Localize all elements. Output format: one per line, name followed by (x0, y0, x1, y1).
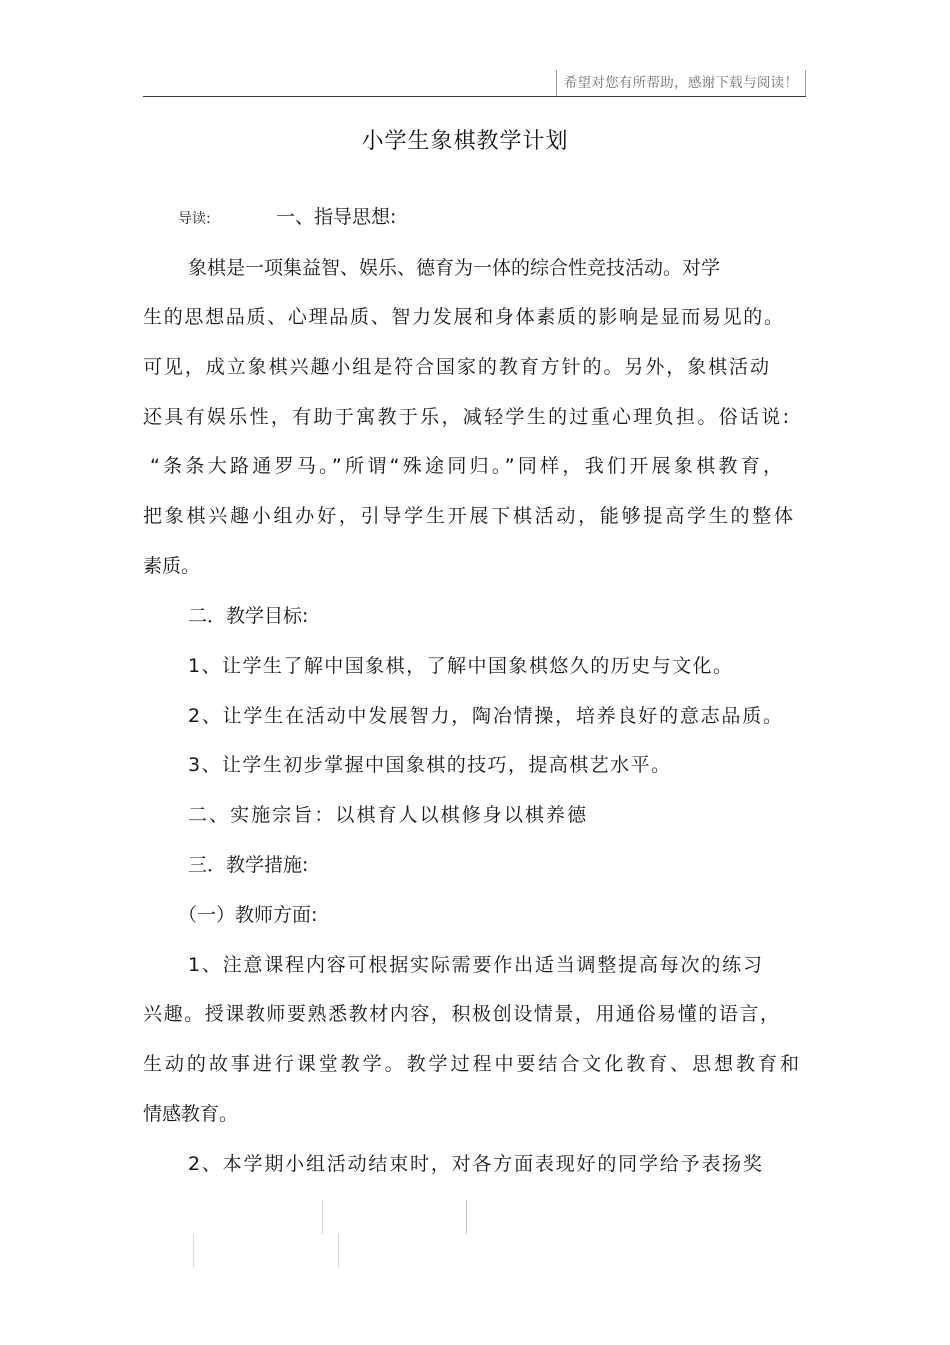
para1-line-2: 生的思想品质、心理品质、智力发展和身体素质的影响是显而易见的。 (143, 306, 783, 328)
para1-line-5: “条条大路通罗马。”所谓“殊途同归。”同样，我们开展象棋教育， (150, 455, 782, 477)
para1-line-7: 素质。 (143, 555, 201, 577)
page-title: 小学生象棋教学计划 (361, 129, 569, 154)
table-rule (322, 1200, 323, 1234)
section4-heading: 三．教学措施: (188, 854, 309, 876)
table-rule (193, 1234, 194, 1268)
para1-line-1: 象棋是一项集益智、娱乐、德育为一体的综合性竞技活动。对学 (188, 257, 721, 279)
section2-heading: 二．教学目标: (188, 605, 309, 627)
lead-label: 导读: (178, 211, 211, 227)
measure1-line-1: 1、注意课程内容可根据实际需要作出适当调整提高每次的练习 (188, 954, 762, 976)
goal-3: 3、让学生初步掌握中国象棋的技巧，提高棋艺水平。 (188, 754, 670, 776)
goal-2: 2、让学生在活动中发展智力，陶冶情操，培养良好的意志品质。 (188, 705, 782, 727)
section1-heading: 一、指导思想: (276, 206, 397, 228)
header-rule (143, 96, 806, 97)
measure1-line-3: 生动的故事进行课堂教学。教学过程中要结合文化教育、思想教育和 (143, 1053, 799, 1075)
measure1-line-2: 兴趣。授课教师要熟悉教材内容，积极创设情景，用通俗易懂的语言， (143, 1003, 779, 1025)
measure2-line-1: 2、本学期小组活动结束时，对各方面表现好的同学给予表扬奖 (188, 1153, 762, 1175)
subsection-heading: （一）教师方面: (178, 904, 318, 926)
section3-heading: 二、实施宗旨：以棋育人以棋修身以棋养德 (188, 804, 586, 826)
table-rule (338, 1234, 339, 1268)
header-note: 希望对您有所帮助，感谢下载与阅读！ (556, 70, 806, 96)
measure1-line-4: 情感教育。 (143, 1103, 239, 1125)
para1-line-6: 把象棋兴趣小组办好，引导学生开展下棋活动，能够提高学生的整体 (143, 505, 793, 527)
table-rule (466, 1200, 467, 1234)
para1-line-3: 可见，成立象棋兴趣小组是符合国家的教育方针的。另外，象棋活动 (143, 356, 769, 378)
goal-1: 1、让学生了解中国象棋，了解中国象棋悠久的历史与文化。 (188, 655, 732, 677)
para1-line-4: 还具有娱乐性，有助于寓教于乐，减轻学生的过重心理负担。俗话说: (143, 406, 789, 428)
